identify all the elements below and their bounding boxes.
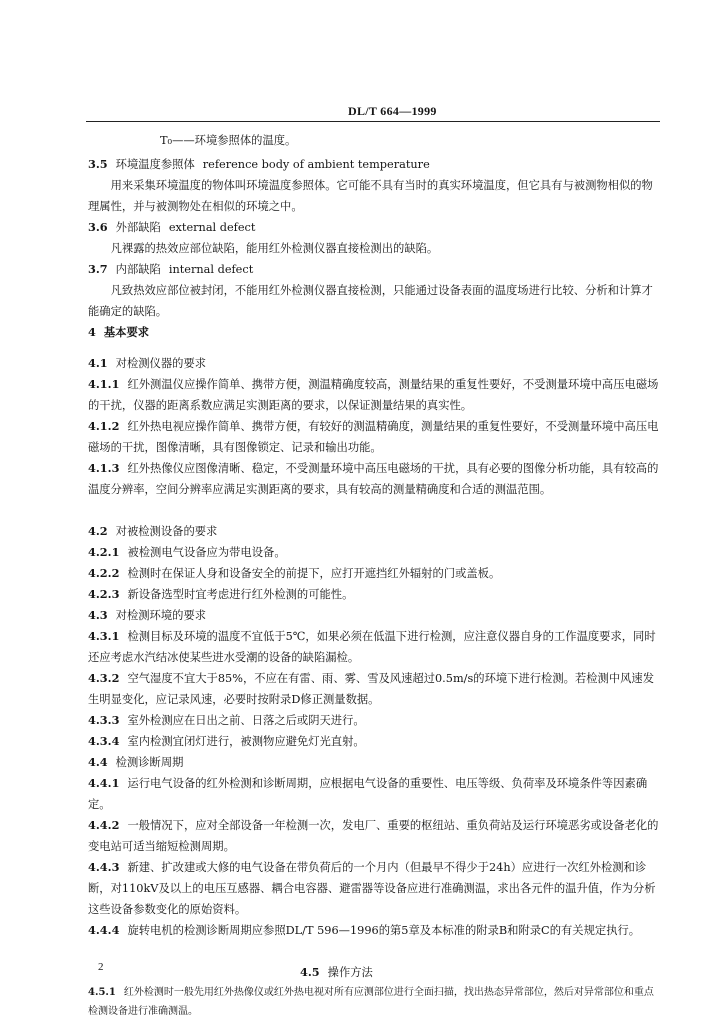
standard-code: DL/T 664—1999 xyxy=(348,104,437,118)
header-rule xyxy=(86,121,660,122)
clause-4-4-1: 4.4.1 运行电气设备的红外检测和诊断周期，应根据电气设备的重要性、电压等级、负荷率及环境条件等因素确定。 xyxy=(88,776,648,811)
clause-4-2-1: 4.2.1 被检测电气设备应为带电设备。 xyxy=(88,545,286,559)
definition-3-7: 凡致热效应部位被封闭，不能用红外检测仪器直接检测，只能通过设备表面的温度场进行比较、分析和计算才能确定的缺陷。 xyxy=(88,284,653,318)
clause-4-2-2: 4.2.2 检测时在保证人身和设备安全的前提下，应打开遮挡红外辐射的门或盖板。 xyxy=(88,566,501,580)
clause-4-4-3: 4.4.3 新建、扩改建或大修的电气设备在带负荷后的一个月内（但最早不得少于24h）应进行一次红外检测和诊断，对110kV及以上的电压互感器、耦合电容器、避雷器等设备应进行准确测温，求出各元件的温升值，作为分析这些设备参数变化的原始资料。 xyxy=(88,860,656,916)
clause-4-3-4: 4.3.4 室内检测宜闭灯进行，被测物应避免灯光直射。 xyxy=(88,734,365,748)
clause-4-1-1: 4.1.1 红外测温仪应操作简单、携带方便，测温精确度较高，测量结果的重复性要好，不受测量环境中高压电磁场的干扰，仪器的距离系数应满足实测距离的要求，以保证测量结果的真实性。 xyxy=(88,377,659,412)
definition-3-5: 用来采集环境温度的物体叫环境温度参照体。它可能不具有当时的真实环境温度，但它具有与被测物相似的物理属性，并与被测物处在相似的环境之中。 xyxy=(88,179,653,213)
clause-4-2-3: 4.2.3 新设备选型时宜考虑进行红外检测的可能性。 xyxy=(88,587,354,601)
section-4-heading: 4 基本要求 xyxy=(88,325,150,339)
term-3-7: 3.7 内部缺陷 internal defect xyxy=(88,262,254,276)
clause-4-3-1: 4.3.1 检测目标及环境的温度不宜低于5℃，如果必须在低温下进行检测，应注意仪器自身的工作温度要求，同时还应考虑水汽结冰使某些进水受潮的设备的缺陷漏检。 xyxy=(88,629,656,664)
symbol-definition-t0: T₀——环境参照体的温度。 xyxy=(160,134,297,147)
clause-4-1-2: 4.1.2 红外热电视应操作简单、携带方便，有较好的测温精确度，测量结果的重复性要好，不受测量环境中高压电磁场的干扰，图像清晰，具有图像锁定、记录和输出功能。 xyxy=(88,419,659,454)
clause-4-2: 4.2 对被检测设备的要求 xyxy=(88,524,218,538)
clause-4-3-2: 4.3.2 空气湿度不宜大于85%，不应在有雷、雨、雾、雪及风速超过0.5m/s的环境下进行检测。若检测中风速发生明显变化，应记录风速，必要时按附录D修正测量数据。 xyxy=(88,671,655,706)
clause-4-5: 4.5 操作方法 xyxy=(300,965,373,979)
clause-4-3-3: 4.3.3 室外检测应在日出之前、日落之后或阴天进行。 xyxy=(88,713,365,727)
clause-4-4: 4.4 检测诊断周期 xyxy=(88,755,184,769)
clause-4-1-3: 4.1.3 红外热像仪应图像清晰、稳定，不受测量环境中高压电磁场的干扰，具有必要的图像分析功能，具有较高的温度分辨率，空间分辨率应满足实测距离的要求，具有较高的测量精确度和合适的测温范围。 xyxy=(88,461,659,496)
definition-3-6: 凡裸露的热效应部位缺陷，能用红外检测仪器直接检测出的缺陷。 xyxy=(110,242,439,255)
term-3-5: 3.5 环境温度参照体 reference body of ambient temperature xyxy=(88,157,430,171)
term-3-6: 3.6 外部缺陷 external defect xyxy=(88,220,256,234)
clause-4-4-2: 4.4.2 一般情况下，应对全部设备一年检测一次，发电厂、重要的枢纽站、重负荷站及运行环境恶劣或设备老化的变电站可适当缩短检测周期。 xyxy=(88,818,659,853)
clause-4-4-4: 4.4.4 旋转电机的检测诊断周期应参照DL/T 596—1996的第5章及本标准的附录B和附录C的有关规定执行。 xyxy=(88,923,641,937)
clause-4-1: 4.1 对检测仪器的要求 xyxy=(88,356,207,370)
clause-4-3: 4.3 对检测环境的要求 xyxy=(88,608,207,622)
clause-4-5-1: 4.5.1 红外检测时一般先用红外热像仪或红外热电视对所有应测部位进行全面扫描，找出热态异常部位，然后对异常部位和重点检测设备进行准确测温。 xyxy=(88,987,654,1017)
page-number: 2 xyxy=(98,961,104,973)
